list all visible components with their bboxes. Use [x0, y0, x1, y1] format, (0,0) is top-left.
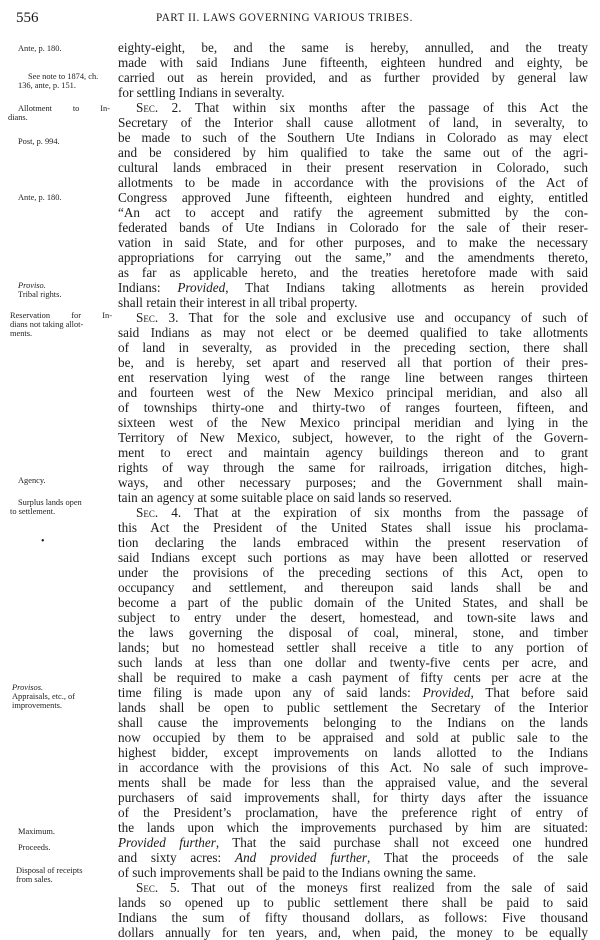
body-line: lands so opened up to public settlement there shall be paid to said: [118, 895, 588, 910]
body-line: appropriations for carrying out the same,” and the amendments thereto,: [118, 250, 588, 265]
body-line: in accordance with the provisions of this Act. No sale of such improve-: [118, 760, 588, 775]
margin-note-line: Reservation for In-: [10, 311, 112, 320]
margin-note-line: 136, ante, p. 151.: [18, 81, 76, 90]
body-line: subject to entry under the desert, homestead, and town-site laws and: [118, 610, 588, 625]
margin-note-line: to settlement.: [10, 507, 56, 516]
stray-mark: •: [41, 536, 45, 547]
margin-note-line: Ante, p. 180.: [18, 44, 62, 53]
body-line: ment to erect and maintain agency buildings thereon and to grant: [118, 445, 588, 460]
body-line: ways, and other necessary purposes; and the Government shall main-: [118, 475, 588, 490]
body-line: of such improvements shall be paid to the Indians owning the same.: [118, 865, 477, 880]
body-line: the laws governing the disposal of coal, mineral, stone, and timber: [118, 625, 588, 640]
margin-note-post-994: [18, 137, 60, 146]
body-line: shall cause the improvements belonging to the Indians on the lands: [118, 715, 588, 730]
body-line: vation in said State, and for other purposes, and to make the necessary: [118, 235, 588, 250]
body-line: carried out as herein provided, and as further provided by general law: [118, 70, 588, 85]
body-line: purchasers of said improvements shall, for thirty days after the issuance: [118, 790, 588, 805]
margin-note-line: Proceeds.: [18, 843, 51, 852]
body-line: highest bidder, except improvements on lands allotted to the Indians: [118, 745, 588, 760]
body-line: become a part of the public domain of the United States, and shall be: [118, 595, 588, 610]
body-line: the lands upon which the improvements purchased by him are situated:: [118, 820, 588, 835]
margin-note-line: dians.: [8, 113, 28, 122]
margin-note-line: Provisos.: [12, 683, 44, 692]
body-line: lands; but no homestead settler shall receive a title to any portion of: [118, 640, 588, 655]
margin-note-disposal: [16, 866, 83, 884]
body-line: shall be required to make a cash payment of fifty cents per acre at the: [118, 670, 588, 685]
body-line: ent reservation lying west of the range line between ranges thirteen: [118, 370, 588, 385]
margin-note-line: dians not taking allot-: [10, 320, 84, 329]
margin-note-ante-180-b: [18, 193, 62, 202]
body-line: federated bands of Ute Indians in Colorado for the sale of their reser-: [118, 220, 588, 235]
body-line: Congress approved June fifteenth, eighteen hundred and eighty, entitled: [118, 190, 588, 205]
body-line: occupancy and settlement, and thereupon said lands shall be and: [118, 580, 588, 595]
running-head: PART II. LAWS GOVERNING VARIOUS TRIBES.: [156, 12, 413, 24]
body-line: of land in severalty, as provided in the preceding section, there shall: [118, 340, 588, 355]
body-line: Indians the sum of fifty thousand dollars, as follows: Five thousand: [118, 910, 588, 925]
margin-note-see-note: [18, 72, 99, 90]
margin-note-line: Tribal rights.: [18, 290, 62, 299]
margin-note-reservation: [10, 311, 112, 338]
body-line: Territory of New Mexico, subject, however, to the right of the Govern-: [118, 430, 588, 445]
margin-note-line: Allotment to In-: [18, 104, 110, 113]
margin-note-line: See note to 1874, ch.: [28, 72, 99, 81]
body-line: eighty-eight, be, and the same is hereby, annulled, and the treaty: [118, 40, 588, 55]
body-line: this Act the President of the United States shall issue his proclama-: [118, 520, 588, 535]
body-line: cultural lands embraced in their present reservation in Colorado, such: [118, 160, 588, 175]
margin-note-allotment: [8, 104, 110, 122]
body-line: said Indians except such portions as may have been allotted or reserved: [118, 550, 588, 565]
margin-note-line: Maximum.: [18, 827, 55, 836]
margin-note-line: improvements.: [12, 701, 63, 710]
margin-note-line: Surplus lands open: [18, 498, 82, 507]
body-line: shall retain their interest in all tribal property.: [118, 295, 358, 310]
body-line: such lands at less than one dollar and twenty-five cents per acre, and: [118, 655, 588, 670]
body-line: under the provisions of the preceding sections of this Act, open to: [118, 565, 588, 580]
body-line: and sixty acres: And provided further, That the proceeds of the sale: [118, 850, 589, 865]
margin-note-maximum: [18, 827, 55, 836]
body-line: ments shall be made for less than the appraised value, and the several: [118, 775, 588, 790]
body-line: said Indians as may not elect or be deemed qualified to take allotments: [118, 325, 588, 340]
body-line: Sec. 3. That for the sole and exclusive use and occupancy of such of: [136, 310, 588, 325]
margin-note-surplus: [10, 498, 82, 516]
page-header: [0, 0, 600, 30]
body-line: dollars annually for ten years, and, when paid, the money to be equally: [118, 925, 588, 940]
body-line: Sec. 2. That within six months after the passage of this Act the: [136, 100, 588, 115]
body-line: be, and is hereby, set apart and reserved all that portion of their pres-: [118, 355, 588, 370]
page-number: 556: [16, 10, 39, 26]
body-line: as far as applicable hereto, and the treaties heretofore made with said: [118, 265, 588, 280]
body-line: and be considered by him qualified to take the same out of the agri-: [118, 145, 588, 160]
margin-note-line: Disposal of receipts: [16, 866, 83, 875]
body-line: now occupied by them to be appraised and sold at public sale to the: [118, 730, 588, 745]
body-line: for settling Indians in severalty.: [118, 85, 285, 100]
body-line: tain an agency at some suitable place on said lands so reserved.: [118, 490, 452, 505]
body-line: Indians: Provided, That Indians taking allotments as herein provided: [118, 280, 588, 295]
margin-note-proviso: [18, 281, 61, 299]
margin-note-line: ments.: [10, 329, 33, 338]
margin-note-line: Proviso.: [18, 281, 46, 290]
body-line: sixteen west of the New Mexico principal meridian and lying in the: [118, 415, 588, 430]
body-line: and fourteen west of the New Mexico principal meridian, and also all: [118, 385, 588, 400]
body-line: be made to such of the Southern Ute Indians in Colorado as may elect: [118, 130, 588, 145]
margin-note-line: from sales.: [16, 875, 53, 884]
body-line: allotments to be made in accordance with the provisions of the Act of: [118, 175, 588, 190]
body-line: made with said Indians June fifteenth, eighteen hundred and eighty, be: [118, 55, 588, 70]
body-line: rights of way through the same for railroads, irrigation ditches, high-: [118, 460, 588, 475]
body-line: Secretary of the Interior shall cause allotment of land, in severalty, to: [118, 115, 588, 130]
body-line: of the President’s proclamation, have the preference right of entry of: [118, 805, 588, 820]
margin-note-ante-180: [18, 44, 62, 53]
body-line: Provided further, That the said purchase shall not exceed one hundred: [118, 835, 588, 850]
margin-note-proceeds: [18, 843, 50, 852]
margin-note-line: Ante, p. 180.: [18, 193, 62, 202]
margin-note-line: Appraisals, etc., of: [12, 692, 76, 701]
body-line: tion declaring the lands embraced within the present reservation of: [118, 535, 588, 550]
body-line: Sec. 5. That out of the moneys first realized from the sale of said: [136, 880, 588, 895]
margin-note-agency: [18, 476, 46, 485]
body-line: Sec. 4. That at the expiration of six months from the passage of: [136, 505, 588, 520]
body-line: of townships thirty-one and thirty-two of ranges fourteen, fifteen, and: [118, 400, 588, 415]
margin-note-line: Post, p. 994.: [18, 137, 60, 146]
body-line: lands shall be open to public settlement the Secretary of the Interior: [118, 700, 588, 715]
body-line: time filing is made upon any of said lands: Provided, That before said: [118, 685, 588, 700]
margin-note-provisos: [12, 683, 75, 710]
margin-note-line: Agency.: [18, 476, 46, 485]
body-line: “An act to accept and ratify the agreement submitted by the con-: [118, 205, 588, 220]
